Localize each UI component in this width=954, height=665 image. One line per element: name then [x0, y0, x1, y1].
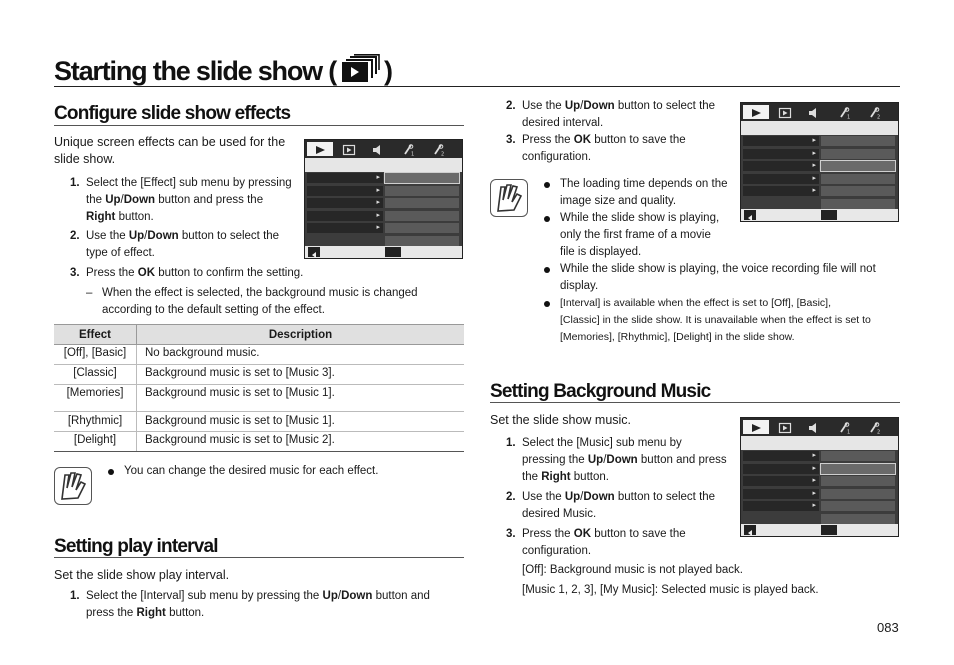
screen-option-row — [385, 198, 459, 208]
screen-menu-row — [307, 173, 383, 183]
bold-term: Up — [587, 454, 604, 466]
bold-term: Down — [123, 194, 156, 206]
text-run: / — [120, 194, 124, 206]
svg-text:2: 2 — [441, 151, 445, 156]
table-cell: [Classic] — [54, 365, 137, 385]
text-run: / — [144, 230, 148, 242]
text-run: button and press — [637, 454, 727, 466]
music-heading: Setting Background Music — [490, 381, 711, 402]
text-run: the — [522, 471, 542, 483]
screen-option-row — [821, 476, 895, 486]
page-number: 083 — [877, 620, 899, 635]
bullet-dot — [108, 469, 114, 475]
screen-bottom-bar — [305, 246, 462, 258]
text-run: button to save the — [591, 134, 686, 146]
step-number: 2. — [506, 491, 516, 503]
ok-button-indicator — [821, 525, 837, 535]
chevron-right-icon: ▸ — [812, 149, 816, 157]
text-run: the — [86, 194, 106, 206]
bold-term: Down — [606, 454, 638, 466]
note-icon — [490, 179, 528, 217]
note-text — [560, 210, 719, 261]
chevron-right-icon: ▸ — [812, 489, 816, 497]
configure-heading: Configure slide show effects — [54, 103, 291, 124]
camera-screen-music — [740, 417, 899, 537]
table-row — [54, 345, 464, 365]
step-text — [522, 526, 686, 560]
chevron-right-icon: ▸ — [812, 174, 816, 182]
screen-menu-row — [743, 464, 819, 474]
bold-term: Right — [541, 471, 571, 483]
svg-text:1: 1 — [411, 151, 415, 156]
camera-screen-interval — [740, 102, 899, 222]
bold-term: Down — [583, 491, 615, 503]
screen-menu-row — [743, 136, 819, 146]
screen-bottom-bar — [741, 209, 898, 221]
screen-menu-row — [743, 186, 819, 196]
setup-2-icon — [861, 420, 887, 434]
bold-term: Up — [128, 230, 145, 242]
configure-intro-line: slide show. — [54, 152, 116, 166]
text-run: / — [337, 590, 342, 602]
bold-term: Up — [105, 194, 121, 206]
screen-menu-row — [743, 174, 819, 184]
step-text — [522, 435, 727, 486]
slideshow-tab-icon — [772, 105, 798, 119]
effect-table — [54, 324, 464, 452]
text-run: Press the — [522, 134, 574, 146]
note-line: While the slide show is playing, — [560, 212, 720, 224]
table-cell: Background music is set to [Music 1]. — [137, 412, 465, 432]
text-run: type of effect. — [86, 247, 155, 259]
step-line — [86, 192, 292, 209]
bullet-dot — [544, 301, 550, 307]
screen-menu-row — [743, 161, 819, 171]
step-line — [86, 588, 430, 605]
table-cell: [Rhythmic] — [54, 412, 137, 432]
step-line — [86, 605, 430, 622]
back-icon — [308, 247, 320, 257]
screen-menu-row — [307, 198, 383, 208]
step-text — [86, 175, 292, 226]
step-line — [522, 98, 715, 115]
note-text — [560, 295, 871, 346]
configure-intro — [54, 134, 285, 168]
note-text — [560, 261, 876, 295]
text-run: pressing the — [522, 454, 588, 466]
step-line — [522, 526, 686, 543]
screen-menu-row — [307, 186, 383, 196]
svg-text:1: 1 — [847, 114, 851, 119]
back-icon — [744, 525, 756, 535]
bold-term: Down — [583, 100, 615, 112]
screen-menu-row — [743, 501, 819, 511]
text-run: button. — [115, 211, 154, 223]
step-line — [522, 506, 715, 523]
step-line — [522, 543, 686, 560]
table-row — [54, 385, 464, 412]
back-icon — [744, 210, 756, 220]
dash: – — [86, 287, 93, 299]
text-run: button to select the — [614, 100, 716, 112]
screen-menu-row — [743, 489, 819, 499]
setup-2-icon — [861, 105, 887, 119]
music-option: [Off]: Background music is not played back. — [522, 564, 743, 576]
text-run: Select the [Interval] sub menu by pressing the — [86, 590, 323, 602]
screen-option-row — [821, 199, 895, 209]
step-number: 1. — [70, 590, 80, 602]
title-rule — [54, 86, 900, 87]
step-number: 3. — [506, 134, 516, 146]
text-run: button. — [165, 607, 205, 619]
svg-text:2: 2 — [877, 429, 881, 434]
note-text — [560, 176, 728, 210]
screen-menu-row — [743, 149, 819, 159]
text-run: button and — [372, 590, 430, 602]
text-run: Use the — [522, 100, 565, 112]
note-line: [Memories], [Rhythmic], [Delight] in the slide show. — [560, 331, 795, 343]
step-number: 2. — [70, 230, 80, 242]
screen-option-row — [821, 464, 895, 474]
note-line: While the slide show is playing, the voice recording file will not — [560, 263, 876, 275]
ok-button-indicator — [385, 247, 401, 257]
interval-intro: Set the slide show play interval. — [54, 568, 230, 582]
screen-option-row — [821, 136, 895, 146]
camera-screen-effect — [304, 139, 463, 259]
chevron-right-icon: ▸ — [376, 211, 380, 219]
step-line — [522, 469, 727, 486]
table-cell: [Delight] — [54, 432, 137, 452]
screen-option-row — [821, 501, 895, 511]
step-line — [522, 452, 727, 469]
step-text — [86, 265, 303, 282]
note-line: [Classic] in the slide show. It is unavailable when the effect is set to — [560, 314, 871, 326]
screen-option-row — [821, 451, 895, 461]
step-line — [522, 149, 686, 166]
text-run: press the — [86, 607, 137, 619]
interval-heading: Setting play interval — [54, 536, 218, 557]
step-text — [522, 132, 686, 166]
note-line: file is displayed. — [560, 246, 642, 258]
bullet-dot — [544, 182, 550, 188]
text-run: Use the — [522, 491, 565, 503]
screen-tab-bar — [741, 418, 898, 436]
bold-term: Up — [564, 100, 581, 112]
text-run: button to select the — [614, 491, 716, 503]
screen-tab-bar — [305, 140, 462, 158]
dash-note-line: When the effect is selected, the background music is changed — [102, 287, 418, 299]
sound-icon — [365, 142, 391, 156]
play-icon — [743, 105, 769, 119]
step-text — [522, 489, 715, 523]
text-run: Press the — [86, 267, 138, 279]
screen-option-row — [821, 514, 895, 524]
chevron-right-icon: ▸ — [376, 186, 380, 194]
note-icon — [54, 467, 92, 505]
screen-option-row — [821, 149, 895, 159]
table-row — [54, 365, 464, 385]
text-run: Select the [Effect] sub menu by pressing — [86, 177, 292, 189]
screen-option-row — [385, 236, 459, 246]
step-line — [522, 115, 715, 132]
sound-icon — [801, 105, 827, 119]
chevron-right-icon: ▸ — [812, 502, 816, 509]
music-heading-rule — [490, 402, 900, 403]
step-number: 1. — [506, 437, 516, 449]
screen-option-row — [821, 186, 895, 196]
screen-menu-row — [743, 451, 819, 461]
screen-menu-row — [307, 211, 383, 221]
bold-term: Up — [564, 491, 581, 503]
note-line: display. — [560, 280, 599, 292]
bold-term: Down — [147, 230, 179, 242]
page-title-text: Starting the slide show ( — [54, 56, 337, 86]
chevron-right-icon: ▸ — [376, 199, 380, 206]
chevron-right-icon: ▸ — [812, 464, 816, 472]
screen-option-row — [385, 173, 459, 183]
screen-option-row — [821, 489, 895, 499]
table-row — [54, 432, 464, 452]
text-run: button. — [570, 471, 609, 483]
table-cell: No background music. — [137, 345, 465, 365]
table-cell: Background music is set to [Music 1]. — [137, 385, 465, 412]
step-number: 3. — [506, 528, 516, 540]
table-cell: Background music is set to [Music 3]. — [137, 365, 465, 385]
configure-heading-rule — [54, 125, 464, 126]
step-line — [86, 209, 292, 226]
step-line — [86, 175, 292, 192]
chevron-right-icon: ▸ — [376, 174, 380, 181]
chevron-right-icon: ▸ — [812, 137, 816, 144]
bold-term: OK — [573, 134, 592, 146]
note-text: You can change the desired music for each effect. — [124, 465, 379, 477]
setup-1-icon — [831, 105, 857, 119]
text-run: configuration. — [522, 151, 592, 163]
screen-menu-row — [307, 223, 383, 233]
bullet-dot — [544, 267, 550, 273]
step-text — [86, 588, 430, 622]
screen-option-row — [821, 174, 895, 184]
ok-button-indicator — [821, 210, 837, 220]
step-line — [86, 228, 279, 245]
table-cell: Background music is set to [Music 2]. — [137, 432, 465, 452]
svg-text:2: 2 — [877, 114, 881, 119]
text-run: button to confirm the setting. — [155, 267, 304, 279]
screen-tab-bar — [741, 103, 898, 121]
step-text — [522, 98, 715, 132]
text-run: button to select the — [178, 230, 280, 242]
chevron-right-icon: ▸ — [812, 477, 816, 484]
step-line — [86, 265, 303, 282]
bullet-dot — [544, 216, 550, 222]
screen-menu-row — [743, 476, 819, 486]
setup-2-icon — [425, 142, 451, 156]
configure-intro-line: Unique screen effects can be used for the — [54, 135, 286, 149]
text-run: / — [580, 100, 584, 112]
table-header-row — [54, 325, 464, 345]
screen-header-band — [305, 158, 462, 172]
screen-header-band — [741, 121, 898, 135]
text-run: / — [603, 454, 607, 466]
text-run: Use the — [86, 230, 129, 242]
bold-term: Right — [86, 211, 116, 223]
screen-header-band — [741, 436, 898, 450]
slideshow-tab-icon — [772, 420, 798, 434]
step-line — [86, 245, 279, 262]
bold-term: Up — [322, 590, 338, 602]
dash-note-line: according to the default setting of the effect. — [102, 304, 325, 316]
bold-term: OK — [573, 528, 592, 540]
screen-option-row — [385, 223, 459, 233]
music-intro: Set the slide show music. — [490, 413, 632, 427]
bold-term: OK — [137, 267, 156, 279]
step-number: 2. — [506, 100, 516, 112]
chevron-right-icon: ▸ — [376, 224, 380, 231]
screen-option-row — [821, 161, 895, 171]
step-text — [86, 228, 279, 262]
table-cell: [Off], [Basic] — [54, 345, 137, 365]
page-title-close: ) — [384, 56, 392, 86]
play-icon — [743, 420, 769, 434]
step-number: 1. — [70, 177, 80, 189]
bold-term: Right — [136, 607, 166, 619]
screen-option-row — [385, 186, 459, 196]
text-run: desired Music. — [522, 508, 597, 520]
screen-bottom-bar — [741, 524, 898, 536]
sound-icon — [801, 420, 827, 434]
text-run: button and press the — [155, 194, 264, 206]
text-run: button to save the — [591, 528, 686, 540]
setup-1-icon — [831, 420, 857, 434]
music-option: [Music 1, 2, 3], [My Music]: Selected music is played back. — [522, 584, 819, 596]
table-row — [54, 412, 464, 432]
col-description: Description — [137, 325, 465, 345]
text-run: / — [580, 491, 584, 503]
play-icon — [307, 142, 333, 156]
svg-text:1: 1 — [847, 429, 851, 434]
chevron-right-icon: ▸ — [812, 162, 816, 169]
table-cell: [Memories] — [54, 385, 137, 412]
step-line — [522, 132, 686, 149]
chevron-right-icon: ▸ — [812, 452, 816, 459]
chevron-right-icon: ▸ — [812, 187, 816, 194]
note-line: The loading time depends on the — [560, 178, 728, 190]
screen-option-row — [385, 211, 459, 221]
text-run: Select the [Music] sub menu by — [522, 437, 682, 449]
text-run: Press the — [522, 528, 574, 540]
step-line — [522, 435, 727, 452]
setup-1-icon — [395, 142, 421, 156]
col-effect: Effect — [54, 325, 137, 345]
slideshow-tab-icon — [336, 142, 362, 156]
bold-term: Down — [341, 590, 373, 602]
text-run: desired interval. — [522, 117, 604, 129]
note-line: only the first frame of a movie — [560, 229, 711, 241]
text-run: configuration. — [522, 545, 592, 557]
step-number: 3. — [70, 267, 80, 279]
interval-heading-rule — [54, 557, 464, 558]
note-line: [Interval] is available when the effect is set to [Off], [Basic], — [560, 297, 831, 309]
note-line: image size and quality. — [560, 195, 677, 207]
step-line — [522, 489, 715, 506]
